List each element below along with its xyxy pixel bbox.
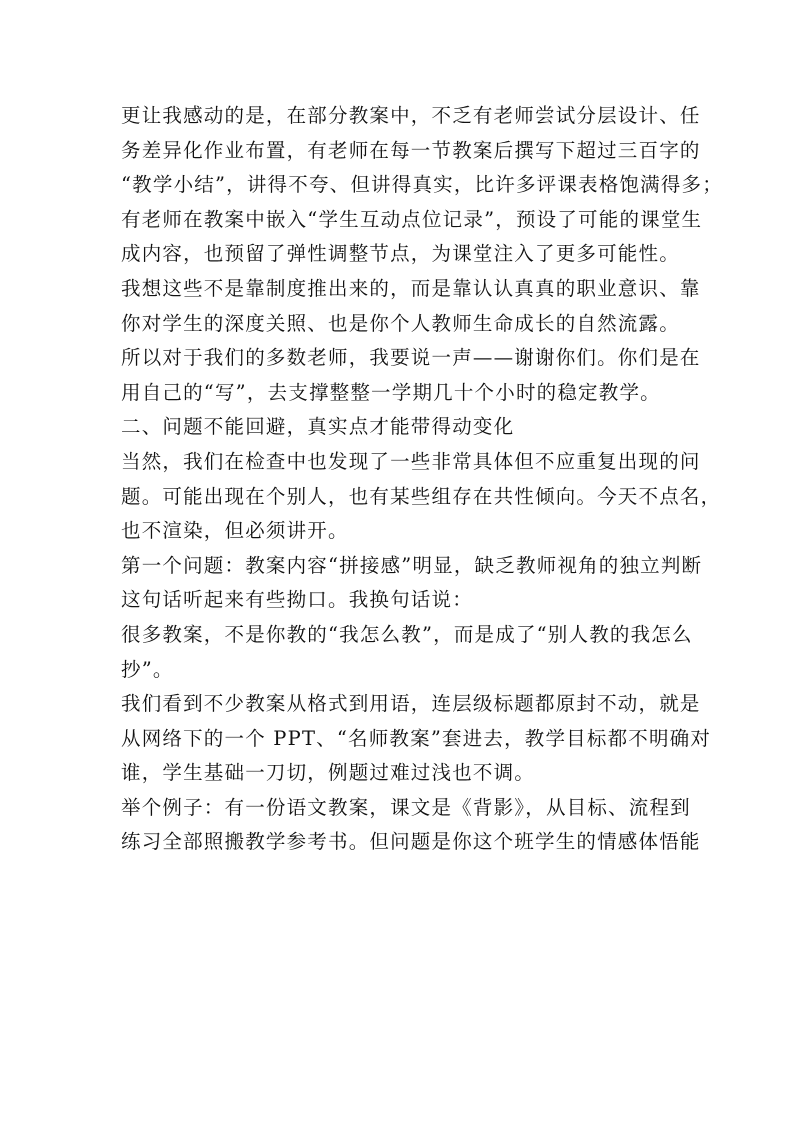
text-line: 这句话听起来有些拗口。我换句话说： xyxy=(121,588,473,612)
text-line: 用自己的“写”，去支撑整整一学期几十个小时的稳定教学。 xyxy=(121,380,661,404)
text-line: 当然，我们在检查中也发现了一些非常具体但不应重复出现的问 xyxy=(121,449,701,473)
text-line: 更让我感动的是，在部分教案中，不乏有老师尝试分层设计、任 xyxy=(121,104,701,127)
text-line: 举个例子：有一份语文教案，课文是《背影》，从目标、流程到 xyxy=(121,795,691,819)
body-text xyxy=(121,99,723,860)
text-line: 第一个问题：教案内容“拼接感”明显，缺乏教师视角的独立判断 xyxy=(121,553,703,577)
text-line: “教学小结”，讲得不夸、但讲得真实，比许多评课表格饱满得多； xyxy=(121,173,723,197)
text-line: 成内容，也预留了弹性调整节点，为课堂注入了更多可能性。 xyxy=(121,242,680,266)
text-line: 你对学生的深度关照、也是你个人教师生命成长的自然流露。 xyxy=(121,311,680,335)
text-line: 题。可能出现在个别人，也有某些组存在共性倾向。今天不点名， xyxy=(121,484,722,508)
text-line: 也不渲染，但必须讲开。 xyxy=(121,519,349,543)
text-line: 谁，学生基础一刀切，例题过难过浅也不调。 xyxy=(121,761,536,785)
text-line: 所以对于我们的多数老师，我要说一声——谢谢你们。你们是在 xyxy=(121,346,701,370)
text-line: 务差异化作业布置，有老师在每一节教案后撰写下超过三百字的 xyxy=(121,138,701,162)
text-line: 很多教案，不是你教的“我怎么教”，而是成了“别人教的我怎么 xyxy=(121,622,693,646)
text-line: 练习全部照搬教学参考书。但问题是你这个班学生的情感体悟能 xyxy=(121,830,701,854)
text-line: 我们看到不少教案从格式到用语，连层级标题都原封不动，就是 xyxy=(121,692,701,716)
text-line: 我想这些不是靠制度推出来的，而是靠认认真真的职业意识、靠 xyxy=(121,276,701,300)
text-line: 抄”。 xyxy=(121,657,174,681)
text-line: 有老师在教案中嵌入“学生互动点位记录”，预设了可能的课堂生 xyxy=(121,207,703,231)
section-heading: 二、问题不能回避，真实点才能带得动变化 xyxy=(121,415,515,439)
text-line: 从网络下的一个 PPT、“名师教案”套进去，教学目标都不明确对 xyxy=(121,726,712,750)
